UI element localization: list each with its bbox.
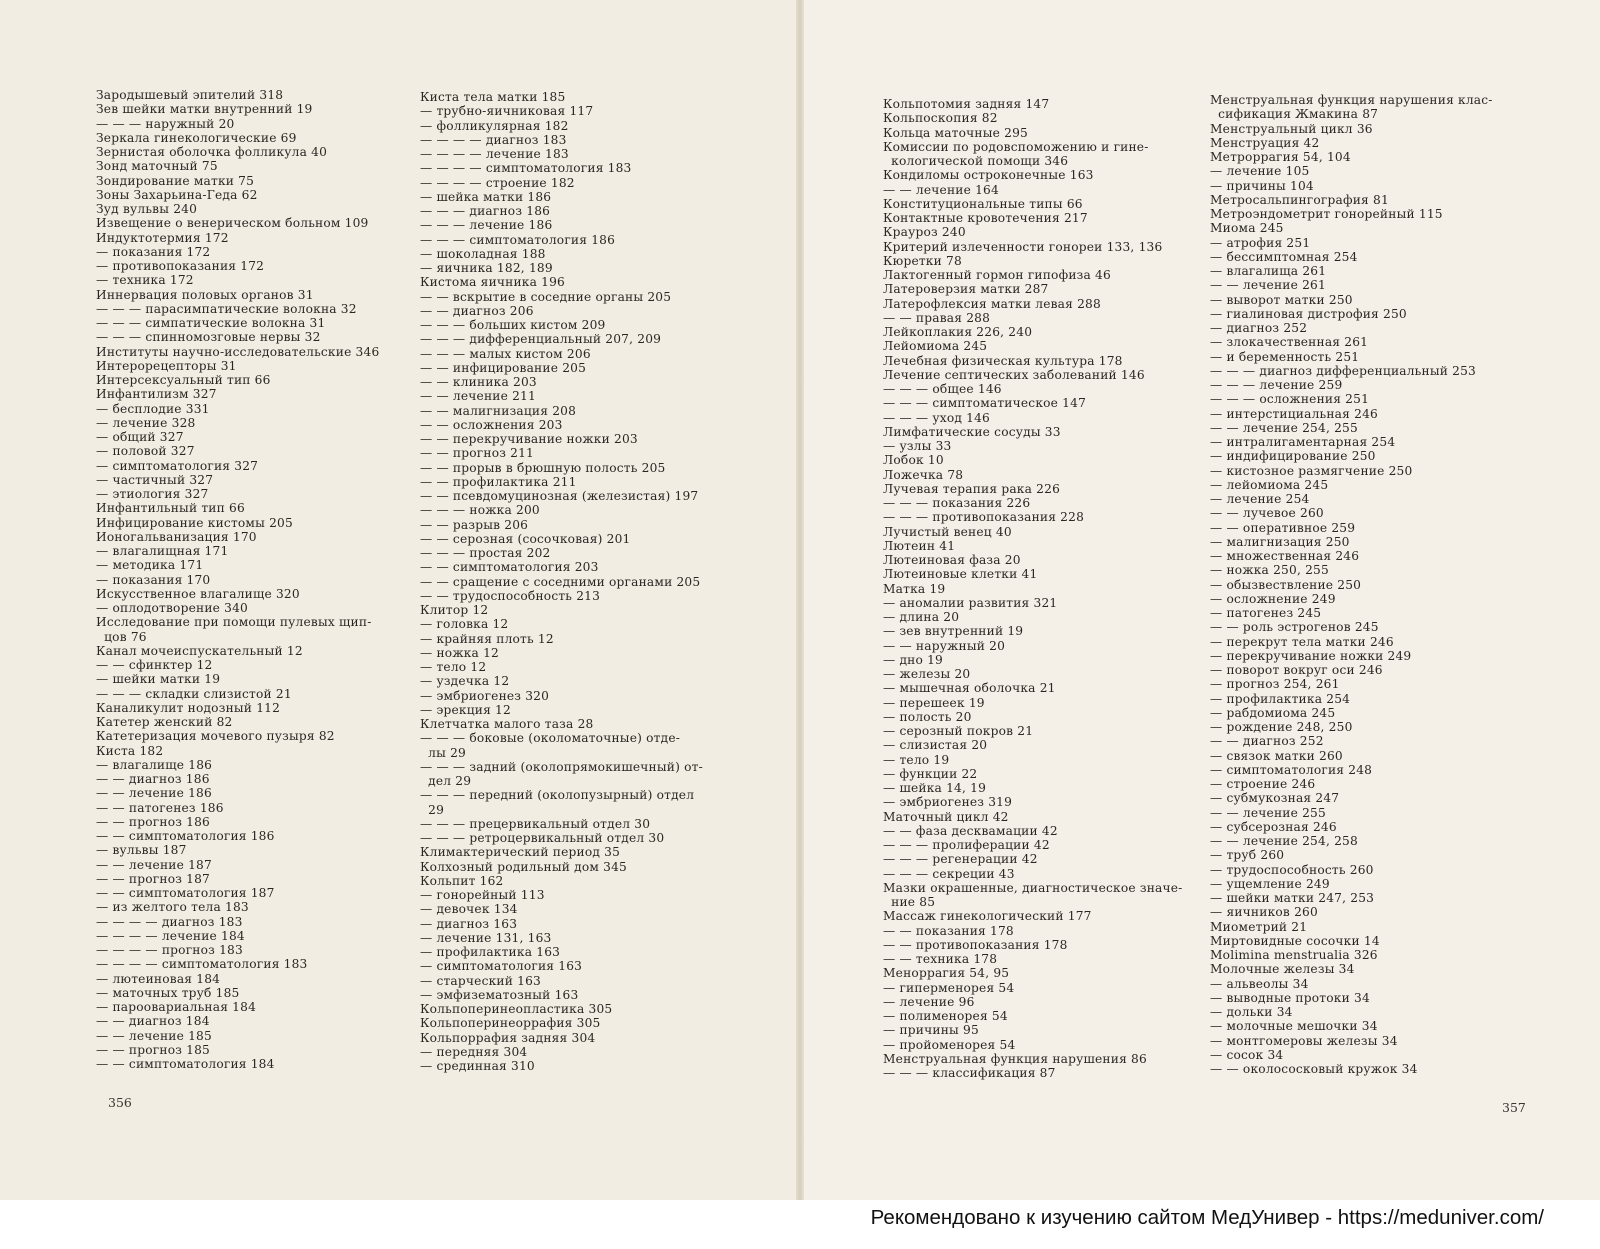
- index-entry: Лечебная физическая культура 178: [883, 353, 1123, 368]
- index-entry: — — серозная (сосочковая) 201: [420, 531, 631, 546]
- index-entry: — диагноз 252: [1210, 321, 1308, 335]
- index-entry: — — — — симптоматология 183: [420, 161, 632, 176]
- index-entry: — влагалищная 171: [96, 544, 229, 558]
- index-entry: — осложнение 249: [1210, 591, 1336, 606]
- index-entry: — пройоменорея 54: [883, 1037, 1016, 1052]
- index-entry: — — — — диагноз 183: [420, 132, 567, 147]
- index-entry: — — клиника 203: [420, 375, 537, 389]
- index-entry: — ножка 250, 255: [1210, 563, 1329, 578]
- book-gutter: [796, 0, 804, 1200]
- index-entry: — зев внутренний 19: [883, 624, 1024, 639]
- index-entry: — — сращение с соседними органами 205: [420, 574, 701, 589]
- index-entry: — — — простая 202: [420, 546, 551, 560]
- index-entry: — — перекручивание ножки 203: [420, 432, 638, 446]
- index-entry: — — — — симптоматология 183: [96, 957, 308, 972]
- index-entry: — пароовариальная 184: [96, 1000, 257, 1014]
- index-entry: — ножка 12: [420, 645, 499, 660]
- index-entry: — — — противопоказания 228: [883, 510, 1085, 525]
- index-entry: — серозный покров 21: [883, 724, 1034, 738]
- index-entry: Каналикулит нодозный 112: [96, 700, 281, 715]
- index-entry: — — — диагноз дифференциальный 253: [1210, 363, 1476, 378]
- index-column-4: [1210, 93, 1493, 1076]
- index-entry: Киста 182: [96, 743, 164, 758]
- index-entry: — гонорейный 113: [420, 888, 545, 902]
- index-entry: — ущемление 249: [1210, 876, 1330, 891]
- index-entry: — — — уход 146: [883, 410, 991, 425]
- index-entry: — — — пролиферации 42: [883, 838, 1050, 852]
- index-entry: Метроэндометрит гонорейный 115: [1210, 207, 1443, 221]
- index-entry: Извещение о венерическом больном 109: [96, 216, 369, 231]
- index-entry: — — — наружный 20: [96, 116, 235, 131]
- index-column-1: [96, 88, 379, 1071]
- index-entry: Лютеиновая фаза 20: [883, 553, 1021, 567]
- index-entry: — узлы 33: [883, 439, 952, 453]
- index-entry: сификация Жмакина 87: [1210, 107, 1379, 122]
- index-entry: — — псевдомуцинозная (железистая) 197: [420, 489, 699, 503]
- index-entry: Ионогальванизация 170: [96, 529, 257, 544]
- index-entry: — — техника 178: [883, 952, 998, 966]
- index-entry: — — — — лечение 183: [420, 147, 569, 161]
- index-entry: — функции 22: [883, 766, 978, 781]
- index-entry: Лучистый венец 40: [883, 524, 1012, 539]
- index-entry: Матка 19: [883, 581, 946, 596]
- index-entry: Латероверзия матки 287: [883, 282, 1049, 297]
- index-entry: — — вскрытие в соседние органы 205: [420, 289, 672, 304]
- index-entry: Лактогенный гормон гипофиза 46: [883, 268, 1111, 282]
- index-column-3: [883, 97, 1182, 1080]
- index-entry: Инфантилизм 327: [96, 387, 217, 402]
- index-entry: лы 29: [420, 745, 466, 760]
- index-entry: — — — показания 226: [883, 496, 1031, 510]
- index-entry: Molimina menstrualia 326: [1210, 948, 1378, 962]
- index-entry: — шейки матки 19: [96, 672, 221, 687]
- index-entry: — — — — диагноз 183: [96, 914, 243, 929]
- index-entry: — поворот вокруг оси 246: [1210, 663, 1383, 677]
- index-entry: — — профилактика 211: [420, 474, 577, 489]
- index-entry: — строение 246: [1210, 777, 1316, 791]
- index-entry: — — — больших кистом 209: [420, 318, 606, 332]
- index-entry: — симптоматология 248: [1210, 762, 1373, 777]
- index-entry: — интралигаментарная 254: [1210, 435, 1396, 449]
- index-entry: Молочные железы 34: [1210, 962, 1355, 977]
- index-entry: Лимфатические сосуды 33: [883, 424, 1061, 439]
- index-entry: Лютеин 41: [883, 538, 956, 553]
- index-entry: кологической помощи 346: [883, 154, 1069, 168]
- index-entry: Лобок 10: [883, 453, 944, 468]
- page-number-right: 357: [1502, 1100, 1526, 1115]
- index-entry: Ложечка 78: [883, 467, 964, 482]
- index-entry: Меноррагия 54, 95: [883, 966, 1010, 981]
- index-entry: — полость 20: [883, 709, 972, 724]
- index-entry: Комиссии по родовспоможению и гине-: [883, 139, 1149, 154]
- index-entry: — субмукозная 247: [1210, 791, 1340, 806]
- index-entry: — полименорея 54: [883, 1009, 1008, 1023]
- index-entry: — — лечение 254, 258: [1210, 834, 1358, 848]
- index-entry: — противопоказания 172: [96, 259, 265, 273]
- index-entry: — — — — прогноз 183: [96, 943, 243, 957]
- index-entry: Менструальный цикл 36: [1210, 121, 1373, 136]
- index-entry: — шейки матки 247, 253: [1210, 891, 1375, 905]
- index-entry: — лейомиома 245: [1210, 477, 1329, 492]
- index-entry: Лучевая терапия рака 226: [883, 481, 1061, 496]
- index-entry: — — диагноз 186: [96, 772, 210, 786]
- index-entry: — рождение 248, 250: [1210, 720, 1353, 734]
- index-entry: Интерсексуальный тип 66: [96, 373, 271, 387]
- index-entry: — кистозное размягчение 250: [1210, 463, 1413, 478]
- index-entry: — тело 19: [883, 752, 950, 767]
- index-entry: — дольки 34: [1210, 1005, 1293, 1019]
- index-entry: — — — лечение 186: [420, 218, 553, 233]
- index-entry: — злокачественная 261: [1210, 335, 1369, 350]
- index-entry: — — фаза десквамации 42: [883, 823, 1058, 838]
- index-entry: Зондирование матки 75: [96, 173, 255, 188]
- index-entry: — лечение 131, 163: [420, 930, 552, 945]
- index-entry: — — прогноз 211: [420, 446, 535, 461]
- index-entry: — шоколадная 188: [420, 246, 546, 261]
- index-entry: — — — передний (околопузырный) отдел: [420, 788, 695, 803]
- index-entry: Лейкоплакия 226, 240: [883, 325, 1033, 339]
- index-entry: — головка 12: [420, 617, 509, 632]
- index-entry: — яичников 260: [1210, 905, 1318, 920]
- index-entry: — крайняя плоть 12: [420, 631, 554, 646]
- index-entry: — шейка матки 186: [420, 189, 552, 204]
- index-entry: — и беременность 251: [1210, 349, 1360, 364]
- index-entry: — перешеек 19: [883, 695, 985, 710]
- index-entry: — фолликулярная 182: [420, 118, 569, 133]
- index-entry: — — — симптоматическое 147: [883, 396, 1087, 411]
- index-entry: — — лечение 254, 255: [1210, 420, 1358, 435]
- index-entry: — — инфицирование 205: [420, 360, 587, 375]
- index-entry: — — прорыв в брюшную полость 205: [420, 460, 666, 475]
- index-entry: Кольпоперинеопластика 305: [420, 1002, 613, 1016]
- index-entry: — яичника 182, 189: [420, 261, 553, 275]
- index-entry: Колхозный родильный дом 345: [420, 859, 628, 874]
- index-entry: — атрофия 251: [1210, 235, 1311, 250]
- index-entry: — оплодотворение 340: [96, 601, 248, 615]
- index-entry: Кюретки 78: [883, 253, 962, 268]
- index-entry: — трубно-яичниковая 117: [420, 104, 594, 119]
- index-entry: — — лечение 261: [1210, 278, 1326, 293]
- index-entry: Кондиломы остроконечные 163: [883, 168, 1094, 183]
- index-entry: — — — секреции 43: [883, 866, 1015, 881]
- index-entry: — монтгомеровы железы 34: [1210, 1033, 1398, 1048]
- index-entry: Лютеиновые клетки 41: [883, 567, 1038, 582]
- index-entry: — — — диагноз 186: [420, 204, 551, 218]
- index-entry: — выводные протоки 34: [1210, 990, 1370, 1005]
- index-entry: Массаж гинекологический 177: [883, 909, 1092, 924]
- index-entry: — показания 170: [96, 572, 211, 587]
- index-entry: — симптоматология 327: [96, 458, 259, 473]
- index-entry: — показания 172: [96, 244, 211, 259]
- index-entry: — тело 12: [420, 660, 487, 674]
- index-entry: — множественная 246: [1210, 549, 1360, 563]
- index-entry: Контактные кровотечения 217: [883, 211, 1088, 225]
- index-entry: — — — задний (околопрямокишечный) от-: [420, 759, 703, 774]
- index-entry: Менструация 42: [1210, 135, 1320, 150]
- index-entry: — аномалии развития 321: [883, 595, 1058, 610]
- index-entry: — уздечка 12: [420, 674, 510, 689]
- index-entry: Кольпит 162: [420, 873, 504, 888]
- index-entry: Катетер женский 82: [96, 715, 233, 729]
- index-entry: — эмбриогенез 320: [420, 688, 550, 703]
- index-entry: — прогноз 254, 261: [1210, 677, 1340, 692]
- index-entry: Зародышевый эпителий 318: [96, 88, 284, 102]
- index-entry: — — оперативное 259: [1210, 520, 1356, 535]
- footer-watermark-text: Рекомендовано к изучению сайтом МедУнивер - https://meduniver.com/: [867, 1204, 1548, 1232]
- index-entry: — гиперменорея 54: [883, 980, 1015, 995]
- index-entry: Кольпоррафия задняя 304: [420, 1030, 596, 1045]
- index-entry: — — околососковый кружок 34: [1210, 1062, 1418, 1076]
- index-entry: — индифицирование 250: [1210, 449, 1376, 464]
- index-entry: Мазки окрашенные, диагностическое значе-: [883, 880, 1183, 895]
- index-entry: — — прогноз 186: [96, 814, 211, 829]
- index-entry: — — прогноз 187: [96, 871, 211, 886]
- index-entry: — — показания 178: [883, 923, 1014, 938]
- index-entry: — патогенез 245: [1210, 606, 1322, 620]
- index-entry: Маточный цикл 42: [883, 809, 1009, 824]
- index-entry: — маточных труб 185: [96, 985, 240, 1000]
- index-entry: Метросальпингография 81: [1210, 192, 1389, 207]
- index-entry: — дно 19: [883, 652, 944, 667]
- index-entry: — интерстициальная 246: [1210, 406, 1378, 421]
- index-entry: Миома 245: [1210, 221, 1284, 236]
- index-entry: Метроррагия 54, 104: [1210, 150, 1351, 164]
- index-entry: — слизистая 20: [883, 738, 988, 753]
- index-entry: — половой 327: [96, 444, 195, 459]
- index-entry: — — лучевое 260: [1210, 506, 1324, 521]
- index-entry: — малигнизация 250: [1210, 534, 1350, 549]
- index-entry: Зоны Захарьина-Геда 62: [96, 187, 258, 202]
- index-entry: — — лечение 211: [420, 389, 536, 404]
- index-entry: — бессимптомная 254: [1210, 249, 1358, 264]
- index-entry: — — — — лечение 184: [96, 928, 245, 943]
- index-entry: — — наружный 20: [883, 638, 1006, 653]
- index-entry: — причины 104: [1210, 178, 1314, 193]
- index-entry: — — — симпатические волокна 31: [96, 316, 326, 330]
- index-entry: — — правая 288: [883, 310, 991, 325]
- index-entry: — профилактика 163: [420, 945, 561, 959]
- index-entry: — бесплодие 331: [96, 401, 210, 416]
- index-entry: — — — общее 146: [883, 382, 1002, 396]
- index-entry: Латерофлексия матки левая 288: [883, 296, 1101, 311]
- index-entry: — влагалище 186: [96, 757, 213, 772]
- index-entry: — — роль эстрогенов 245: [1210, 620, 1379, 635]
- index-entry: — — — спинномозговые нервы 32: [96, 330, 321, 345]
- index-entry: Кольпоперинеоррафия 305: [420, 1016, 601, 1031]
- index-entry: — — разрыв 206: [420, 517, 529, 532]
- index-column-2: [420, 90, 703, 1073]
- index-entry: — — лечение 255: [1210, 805, 1326, 820]
- index-entry: — этиология 327: [96, 487, 209, 501]
- index-entry: — мышечная оболочка 21: [883, 681, 1056, 696]
- index-entry: Киста тела матки 185: [420, 90, 566, 104]
- index-entry: — трудоспособность 260: [1210, 862, 1374, 877]
- index-entry: — эрекция 12: [420, 702, 511, 717]
- index-entry: — — лечение 164: [883, 182, 999, 197]
- index-entry: Зонд маточный 75: [96, 159, 218, 174]
- index-entry: — — лечение 186: [96, 786, 212, 801]
- index-entry: Институты научно-исследовательские 346: [96, 344, 380, 359]
- index-entry: Миометрий 21: [1210, 919, 1308, 934]
- index-entry: Кистома яичника 196: [420, 275, 566, 290]
- index-entry: — лютеиновая 184: [96, 971, 221, 986]
- index-entry: — — — регенерации 42: [883, 852, 1038, 867]
- index-entry: — — — парасимпатические волокна 32: [96, 301, 357, 316]
- index-entry: Климактерический период 35: [420, 845, 621, 860]
- index-entry: Зев шейки матки внутренний 19: [96, 102, 313, 117]
- index-entry: Инфантильный тип 66: [96, 501, 245, 516]
- index-entry: Зеркала гинекологические 69: [96, 130, 297, 145]
- index-entry: — выворот матки 250: [1210, 292, 1353, 307]
- index-entry: Менструальная функция нарушения 86: [883, 1051, 1147, 1066]
- index-entry: — молочные мешочки 34: [1210, 1019, 1378, 1034]
- index-entry: — железы 20: [883, 667, 971, 681]
- index-entry: — — диагноз 252: [1210, 734, 1324, 749]
- index-entry: — из желтого тела 183: [96, 900, 249, 915]
- index-entry: ние 85: [883, 895, 936, 909]
- index-entry: Инфицирование кистомы 205: [96, 515, 293, 530]
- index-entry: — альвеолы 34: [1210, 976, 1309, 991]
- index-entry: — рабдомиома 245: [1210, 705, 1336, 720]
- index-entry: — — осложнения 203: [420, 417, 563, 432]
- index-entry: цов 76: [96, 629, 147, 644]
- index-entry: — — диагноз 184: [96, 1014, 210, 1029]
- index-entry: — перекручивание ножки 249: [1210, 648, 1412, 663]
- index-entry: — диагноз 163: [420, 916, 518, 931]
- index-entry: — — сфинктер 12: [96, 658, 213, 672]
- index-entry: — — — лечение 259: [1210, 378, 1343, 392]
- index-entry: — длина 20: [883, 610, 960, 624]
- index-entry: — — — боковые (околоматочные) отде-: [420, 731, 681, 746]
- index-entry: — — симптоматология 187: [96, 886, 275, 900]
- index-entry: — срединная 310: [420, 1059, 535, 1073]
- index-entry: Искусственное влагалище 320: [96, 586, 300, 601]
- index-entry: — лечение 328: [96, 415, 196, 430]
- index-entry: — эмбриогенез 319: [883, 795, 1013, 810]
- index-entry: — субсерозная 246: [1210, 819, 1337, 834]
- index-entry: — — противопоказания 178: [883, 937, 1068, 952]
- index-entry: Катетеризация мочевого пузыря 82: [96, 729, 335, 744]
- index-entry: Конституциональные типы 66: [883, 196, 1083, 211]
- index-entry: Лечение септических заболеваний 146: [883, 367, 1145, 382]
- index-entry: Лейомиома 245: [883, 339, 988, 354]
- index-entry: — — — симптоматология 186: [420, 232, 616, 247]
- index-entry: — шейка 14, 19: [883, 781, 987, 795]
- index-entry: — влагалища 261: [1210, 264, 1327, 278]
- index-entry: — причины 95: [883, 1023, 979, 1038]
- index-entry: Кольца маточные 295: [883, 125, 1028, 140]
- index-entry: Зернистая оболочка фолликула 40: [96, 145, 328, 159]
- index-entry: — девочек 134: [420, 902, 518, 917]
- index-entry: — — лечение 185: [96, 1028, 212, 1043]
- index-entry: — — симптоматология 184: [96, 1057, 275, 1071]
- index-entry: Миртовидные сосочки 14: [1210, 933, 1380, 948]
- index-entry: — вульвы 187: [96, 843, 187, 858]
- index-entry: — сосок 34: [1210, 1047, 1284, 1062]
- page-number-left: 356: [108, 1095, 132, 1110]
- index-entry: Клетчатка малого таза 28: [420, 717, 594, 731]
- index-entry: — общий 327: [96, 430, 184, 444]
- index-entry: Зуд вульвы 240: [96, 202, 198, 216]
- index-entry: — передняя 304: [420, 1044, 528, 1059]
- index-entry: Иннервация половых органов 31: [96, 287, 314, 302]
- index-entry: — старческий 163: [420, 973, 541, 988]
- index-entry: Критерий излеченности гонореи 133, 136: [883, 239, 1163, 254]
- index-entry: — — лечение 187: [96, 857, 212, 872]
- index-entry: Клитор 12: [420, 603, 489, 617]
- index-entry: — симптоматология 163: [420, 959, 583, 974]
- index-entry: — профилактика 254: [1210, 691, 1351, 706]
- index-entry: — — — ретроцервикальный отдел 30: [420, 831, 665, 845]
- index-entry: — обызвествление 250: [1210, 577, 1362, 592]
- index-entry: Исследование при помощи пулевых щип-: [96, 615, 372, 630]
- index-entry: Крауроз 240: [883, 225, 966, 240]
- index-entry: — — — — строение 182: [420, 175, 575, 190]
- index-entry: — — диагноз 206: [420, 303, 534, 318]
- index-entry: — — — ножка 200: [420, 503, 540, 518]
- index-entry: — — симптоматология 186: [96, 829, 275, 843]
- index-entry: Канал мочеиспускательный 12: [96, 643, 303, 658]
- index-entry: Индуктотермия 172: [96, 230, 229, 245]
- index-entry: — методика 171: [96, 558, 204, 573]
- index-entry: — техника 172: [96, 273, 194, 288]
- index-entry: дел 29: [420, 774, 472, 788]
- index-entry: — — — складки слизистой 21: [96, 686, 292, 701]
- index-entry: — лечение 254: [1210, 492, 1310, 506]
- index-entry: — лечение 96: [883, 994, 975, 1009]
- index-entry: — труб 260: [1210, 848, 1285, 863]
- index-entry: — перекрут тела матки 246: [1210, 634, 1394, 649]
- index-entry: — — трудоспособность 213: [420, 588, 601, 603]
- index-entry: — — — малых кистом 206: [420, 346, 591, 361]
- index-entry: — — — классификация 87: [883, 1066, 1056, 1080]
- index-entry: — — малигнизация 208: [420, 403, 577, 418]
- index-entry: Кольпоскопия 82: [883, 111, 998, 126]
- index-entry: — — прогноз 185: [96, 1042, 211, 1057]
- index-entry: Менструальная функция нарушения клас-: [1210, 93, 1493, 107]
- index-entry: — связок матки 260: [1210, 748, 1343, 763]
- index-entry: — лечение 105: [1210, 164, 1310, 179]
- index-entry: — — — дифференциальный 207, 209: [420, 332, 662, 347]
- index-entry: Кольпотомия задняя 147: [883, 97, 1050, 111]
- index-entry: — эмфизематозный 163: [420, 987, 579, 1002]
- index-entry: — частичный 327: [96, 472, 214, 487]
- index-entry: — — — осложнения 251: [1210, 392, 1370, 407]
- index-entry: Интерорецепторы 31: [96, 358, 237, 373]
- index-entry: — — патогенез 186: [96, 800, 224, 815]
- index-entry: — гиалиновая дистрофия 250: [1210, 306, 1407, 321]
- index-entry: — — — прецервикальный отдел 30: [420, 816, 651, 831]
- index-entry: — — симптоматология 203: [420, 560, 599, 575]
- index-entry: 29: [420, 802, 445, 817]
